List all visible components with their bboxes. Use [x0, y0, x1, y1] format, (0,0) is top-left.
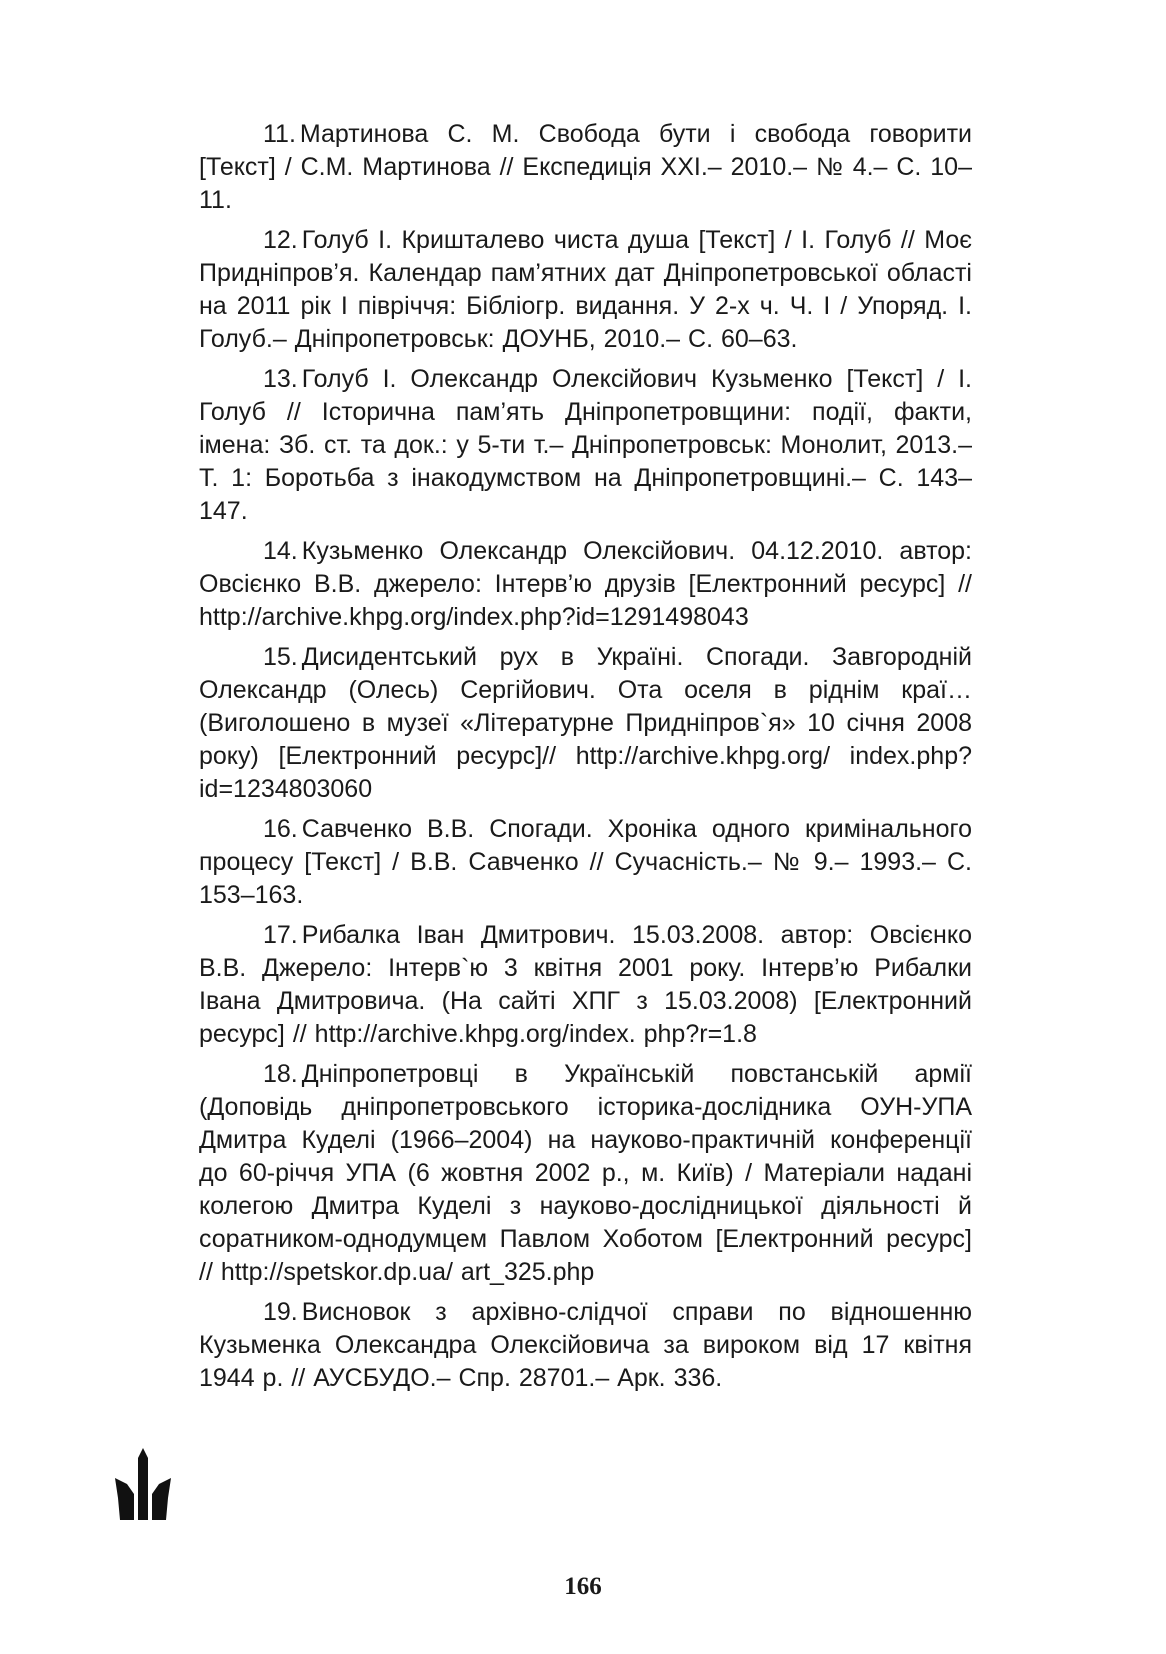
entry-text: Голуб І. Олександр Олексійович Кузьменко [Текст] / І. Голуб // Історична пам’ять Дніпропетровщини: події, факти, імена: Зб. ст. та док.: у 5-ти т.– Дніпропетровськ: Монолит, 2013.– Т. 1: Боротьба з інакодумством на Дніпропетровщині.– С. 143–147.: [199, 365, 972, 525]
entry-text: Дніпропетровці в Українській повстанській армії (Доповідь дніпропетровського історика-дослідника ОУН-УПА Дмитра Куделі (1966–2004) на науково-практичній конференції до 60-річчя УПА (6 жовтня 2002 р., м. Київ) / Матеріали надані колегою Дмитра Куделі з науково-дослідницької діяльності й соратником-однодумцем Павлом Хоботом [Електронний ресурс] // http://spetskor.dp.ua/ art_325.php: [199, 1060, 972, 1286]
entry-number: 14.: [263, 537, 298, 565]
entry-text: Рибалка Іван Дмитрович. 15.03.2008. автор: Овсієнко В.В. Джерело: Інтерв`ю 3 квітня 2001 року. Інтерв’ю Рибалки Івана Дмитровича. (На сайті ХПГ з 15.03.2008) [Електронний ресурс] // http://archive.khpg.org/index. php?r=1.8: [199, 921, 972, 1048]
page-number: 166: [564, 1573, 602, 1600]
entry-text: Савченко В.В. Спогади. Хроніка одного кримінального процесу [Текст] / В.В. Савченко // Сучасність.– № 9.– 1993.– С. 153–163.: [199, 815, 972, 909]
entry-text: Голуб І. Кришталево чиста душа [Текст] / І. Голуб // Моє Придніпров’я. Календар пам’ятних дат Дніпропетровської області на 2011 рік І півріччя: Бібліогр. видання. У 2-х ч. Ч. І / Упоряд. І. Голуб.– Дніпропетровськ: ДОУНБ, 2010.– С. 60–63.: [199, 226, 972, 353]
entry-number: 15.: [263, 643, 298, 671]
bibliography-entry-18: [199, 1058, 972, 1289]
bibliography-entry-15: [199, 641, 972, 806]
entry-number: 12.: [263, 226, 298, 254]
entry-text: Мартинова С. М. Свобода бути і свобода говорити [Текст] / С.М. Мартинова // Експедиція ХХІ.– 2010.– № 4.– С. 10–11.: [199, 120, 972, 214]
entry-text: Дисидентський рух в Україні. Спогади. Завгородній Олександр (Олесь) Сергійович. Ота оселя в ріднім краї… (Виголошено в музеї «Літературне Придніпров`я» 10 січня 2008 року) [Електронний ресурс]// http://archive.khpg.org/ index.php?id=1234803060: [199, 643, 972, 803]
entry-number: 18.: [263, 1060, 298, 1088]
entry-text: Кузьменко Олександр Олексійович. 04.12.2010. автор: Овсієнко В.В. джерело: Інтерв’ю друзів [Електронний ресурс] // http://archive.khpg.org/index.php?id=1291498043: [199, 537, 972, 631]
entry-number: 17.: [263, 921, 298, 949]
entry-text: Висновок з архівно-слідчої справи по відношенню Кузьменка Олександра Олексійовича за вироком від 17 квітня 1944 р. // АУСБУДО.– Спр. 28701.– Арк. 336.: [199, 1298, 972, 1392]
entry-number: 11.: [263, 120, 296, 148]
bibliography-entry-11: [199, 118, 972, 217]
bibliography-entry-12: [199, 224, 972, 356]
entry-number: 13.: [263, 365, 298, 393]
bibliography-entry-16: [199, 813, 972, 912]
entry-number: 16.: [263, 815, 298, 843]
trident-flame-emblem-icon: [112, 1448, 174, 1520]
bibliography-entry-17: [199, 919, 972, 1051]
bibliography-entry-13: [199, 363, 972, 528]
bibliography-entry-19: [199, 1296, 972, 1395]
bibliography-entry-14: [199, 535, 972, 634]
bibliography-list: [199, 118, 972, 1402]
entry-number: 19.: [263, 1298, 298, 1326]
